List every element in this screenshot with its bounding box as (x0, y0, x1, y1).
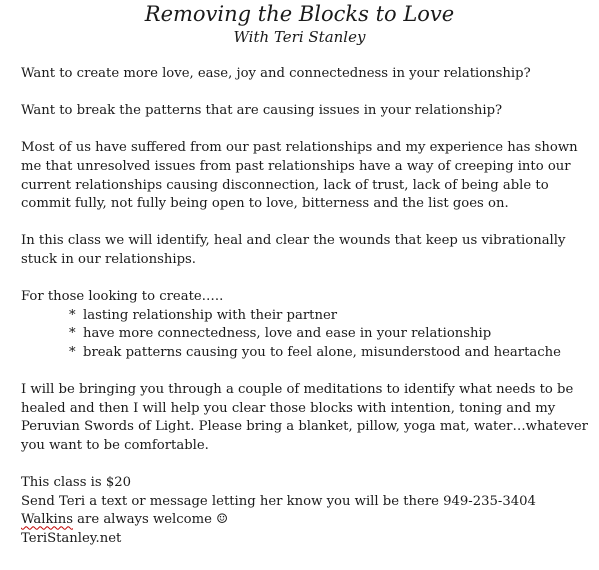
text-line: you want to be comfortable. (21, 437, 209, 453)
bullet-marker: * (69, 326, 76, 342)
document-body (21, 65, 595, 548)
paragraph-meditations (21, 381, 595, 455)
paragraph-class-description (21, 232, 595, 269)
walkins-word: Walkins (21, 512, 73, 528)
benefits-list (21, 307, 595, 363)
price-line: This class is $20 (21, 475, 132, 491)
text-line: commit fully, not fully being open to love, bitterness and the list goes on. (21, 196, 509, 212)
bullet-marker: * (69, 307, 76, 323)
paragraph-patterns-question: Want to break the patterns that are causing issues in your relationship? (21, 103, 503, 119)
contact-line: Send Teri a text or message letting her know you will be there 949-235-3404 (21, 493, 536, 509)
paragraph-past-relationships (21, 139, 595, 213)
page-subtitle: With Teri Stanley (233, 28, 366, 46)
website-line: TeriStanley.net (21, 530, 122, 546)
header (0, 0, 599, 47)
text-line: me that unresolved issues from past relationships have a way of creeping into our (21, 158, 571, 174)
list-item (21, 307, 595, 326)
paragraph-love-question: Want to create more love, ease, joy and connectedness in your relationship? (21, 66, 531, 81)
list-item-text: have more connectedness, love and ease in your relationship (83, 326, 492, 342)
text-line: healed and then I will help you clear those blocks with intention, toning and my (21, 400, 556, 416)
closing-info (21, 474, 595, 548)
list-item-text: break patterns causing you to feel alone, misunderstood and heartache (83, 344, 561, 360)
page-title: Removing the Blocks to Love (144, 2, 455, 26)
bullet-marker: * (69, 344, 76, 360)
list-item-text: lasting relationship with their partner (83, 307, 338, 323)
text-line: Peruvian Swords of Light. Please bring a blanket, pillow, yoga mat, water…whatever (21, 419, 588, 435)
list-item (21, 344, 595, 363)
text-line: Most of us have suffered from our past relationships and my experience has shown (21, 140, 578, 156)
text-line: In this class we will identify, heal and clear the wounds that keep us vibrationally (21, 233, 566, 249)
walkins-line (21, 511, 595, 530)
list-item (21, 325, 595, 344)
bullets-intro: For those looking to create….. (21, 289, 224, 305)
walkins-rest: are always welcome ☺ (72, 512, 228, 528)
text-line: I will be bringing you through a couple of meditations to identify what needs to be (21, 382, 574, 398)
text-line: stuck in our relationships. (21, 251, 196, 267)
text-line: current relationships causing disconnection, lack of trust, lack of being able to (21, 177, 549, 193)
